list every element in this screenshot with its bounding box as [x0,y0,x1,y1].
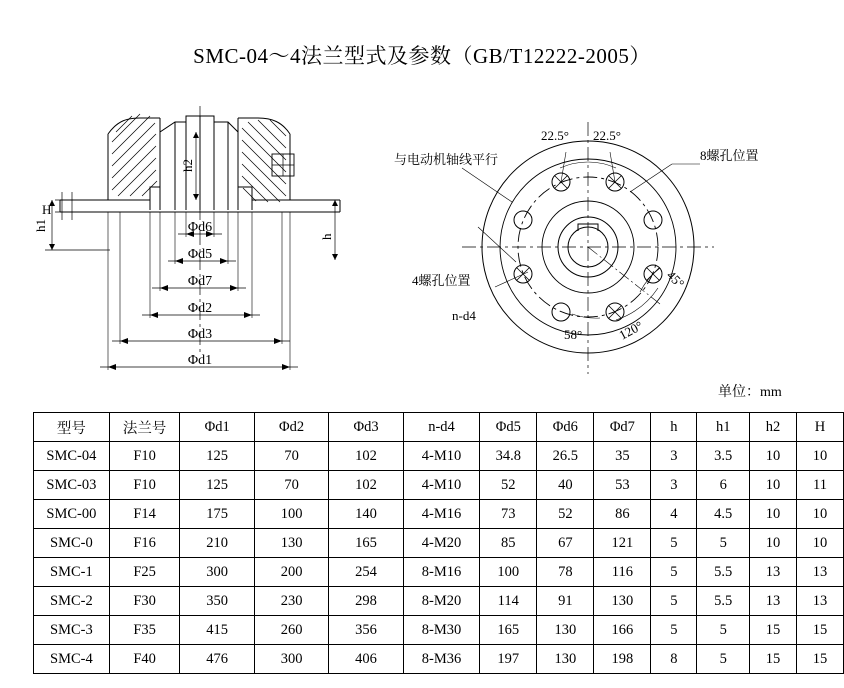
label-angle-120: 120° [616,317,646,343]
cell: 125 [180,471,254,500]
cell: 130 [254,529,328,558]
cell: 102 [329,442,403,471]
cell: 166 [594,616,651,645]
cell: 121 [594,529,651,558]
page-title: SMC-04～4法兰型式及参数（GB/T12222-2005） [193,44,651,68]
cell: 4 [651,500,697,529]
cell: 165 [480,616,537,645]
table-row [34,558,844,587]
cell: 350 [180,587,254,616]
cell: 5 [697,616,750,645]
label-d1: Φd1 [187,353,213,368]
cell: F30 [109,587,180,616]
cell: 5.5 [697,558,750,587]
cell: 125 [180,442,254,471]
cell: 5 [697,529,750,558]
label-d6: Φd6 [187,220,213,235]
cell: 4-M10 [403,471,479,500]
cell: 198 [594,645,651,674]
cell: 5 [651,616,697,645]
cell: 8 [651,645,697,674]
table-row [34,471,844,500]
cell: 130 [537,645,594,674]
column-header: Φd1 [180,413,254,442]
column-header: Φd3 [329,413,403,442]
cell: 10 [750,471,797,500]
cell: 10 [750,442,797,471]
cell: 10 [750,529,797,558]
cell: 15 [750,645,797,674]
cell: 100 [480,558,537,587]
label-angle-top-right: 22.5° [593,128,621,143]
cell: 70 [254,471,328,500]
cell: 356 [329,616,403,645]
cell: SMC-3 [34,616,110,645]
cell: 298 [329,587,403,616]
cell: 53 [594,471,651,500]
cell: F10 [109,471,180,500]
cell: SMC-4 [34,645,110,674]
cell: 5 [697,645,750,674]
cell: F40 [109,645,180,674]
cell: 5.5 [697,587,750,616]
cell: 300 [180,558,254,587]
cell: 210 [180,529,254,558]
cell: 476 [180,645,254,674]
label-h1: h1 [33,219,48,232]
cell: SMC-1 [34,558,110,587]
cell: 5 [651,529,697,558]
label-parallel-note: 与电动机轴线平行 [394,152,499,167]
cell: 4-M16 [403,500,479,529]
cell: F10 [109,442,180,471]
cell: F14 [109,500,180,529]
cell: 254 [329,558,403,587]
column-header: n-d4 [403,413,479,442]
cell: 10 [796,529,843,558]
label-n-d4: n-d4 [452,308,476,323]
table-row [34,500,844,529]
cell: 406 [329,645,403,674]
table-row [34,616,844,645]
label-d5: Φd5 [187,247,213,262]
cell: 8-M30 [403,616,479,645]
cell: 3.5 [697,442,750,471]
cell: 300 [254,645,328,674]
cell: 5 [651,587,697,616]
cell: F35 [109,616,180,645]
cell: 260 [254,616,328,645]
label-angle-45: 45° [663,267,688,291]
column-header: h2 [750,413,797,442]
drawing-svg [0,92,844,382]
label-d2: Φd2 [187,301,213,316]
cell: 8-M20 [403,587,479,616]
unit-note: 单位：mm [718,385,782,400]
cell: 40 [537,471,594,500]
column-header: Φd6 [537,413,594,442]
table-row [34,442,844,471]
cell: SMC-2 [34,587,110,616]
label-d3: Φd3 [187,327,213,342]
cell: 4.5 [697,500,750,529]
label-4-hole: 4螺孔位置 [412,273,471,288]
cell: 10 [796,500,843,529]
label-angle-58: 58° [564,327,583,342]
cell: 35 [594,442,651,471]
cell: 52 [480,471,537,500]
cell: 165 [329,529,403,558]
cell: 175 [180,500,254,529]
label-8-hole: 8螺孔位置 [700,148,759,163]
cell: SMC-00 [34,500,110,529]
label-h: h [319,233,334,240]
table-row [34,529,844,558]
cell: 130 [537,616,594,645]
column-header: h1 [697,413,750,442]
cell: 102 [329,471,403,500]
cell: 26.5 [537,442,594,471]
cell: 6 [697,471,750,500]
cell: 8-M16 [403,558,479,587]
cell: F16 [109,529,180,558]
cell: F25 [109,558,180,587]
cell: 130 [594,587,651,616]
cell: 8-M36 [403,645,479,674]
cell: 140 [329,500,403,529]
cell: SMC-03 [34,471,110,500]
table-header-row [34,413,844,442]
cell: 100 [254,500,328,529]
label-d7: Φd7 [187,274,213,289]
cell: SMC-04 [34,442,110,471]
column-header: Φd7 [594,413,651,442]
cell: 197 [480,645,537,674]
cell: 13 [750,558,797,587]
cell: 116 [594,558,651,587]
label-H: H [42,202,52,217]
cell: 11 [796,471,843,500]
cell: 200 [254,558,328,587]
cell: 3 [651,471,697,500]
cell: 5 [651,558,697,587]
cell: 15 [750,616,797,645]
cell: 13 [750,587,797,616]
label-h2: h2 [180,159,195,172]
cell: 15 [796,645,843,674]
cell: 13 [796,558,843,587]
column-header: Φd2 [254,413,328,442]
cell: 67 [537,529,594,558]
cell: 10 [796,442,843,471]
column-header: 法兰号 [109,413,180,442]
parameter-table [33,412,844,674]
cell: 3 [651,442,697,471]
cell: 34.8 [480,442,537,471]
technical-drawing [0,92,844,382]
cell: 52 [537,500,594,529]
cell: 15 [796,616,843,645]
cell: 230 [254,587,328,616]
column-header: 型号 [34,413,110,442]
cell: 73 [480,500,537,529]
cell: SMC-0 [34,529,110,558]
table-row [34,587,844,616]
cell: 85 [480,529,537,558]
label-angle-top-left: 22.5° [541,128,569,143]
cell: 13 [796,587,843,616]
cell: 91 [537,587,594,616]
cell: 70 [254,442,328,471]
cell: 86 [594,500,651,529]
cell: 415 [180,616,254,645]
cell: 114 [480,587,537,616]
table-row [34,645,844,674]
column-header: H [796,413,843,442]
cell: 10 [750,500,797,529]
cell: 4-M20 [403,529,479,558]
cell: 4-M10 [403,442,479,471]
column-header: Φd5 [480,413,537,442]
cell: 78 [537,558,594,587]
column-header: h [651,413,697,442]
